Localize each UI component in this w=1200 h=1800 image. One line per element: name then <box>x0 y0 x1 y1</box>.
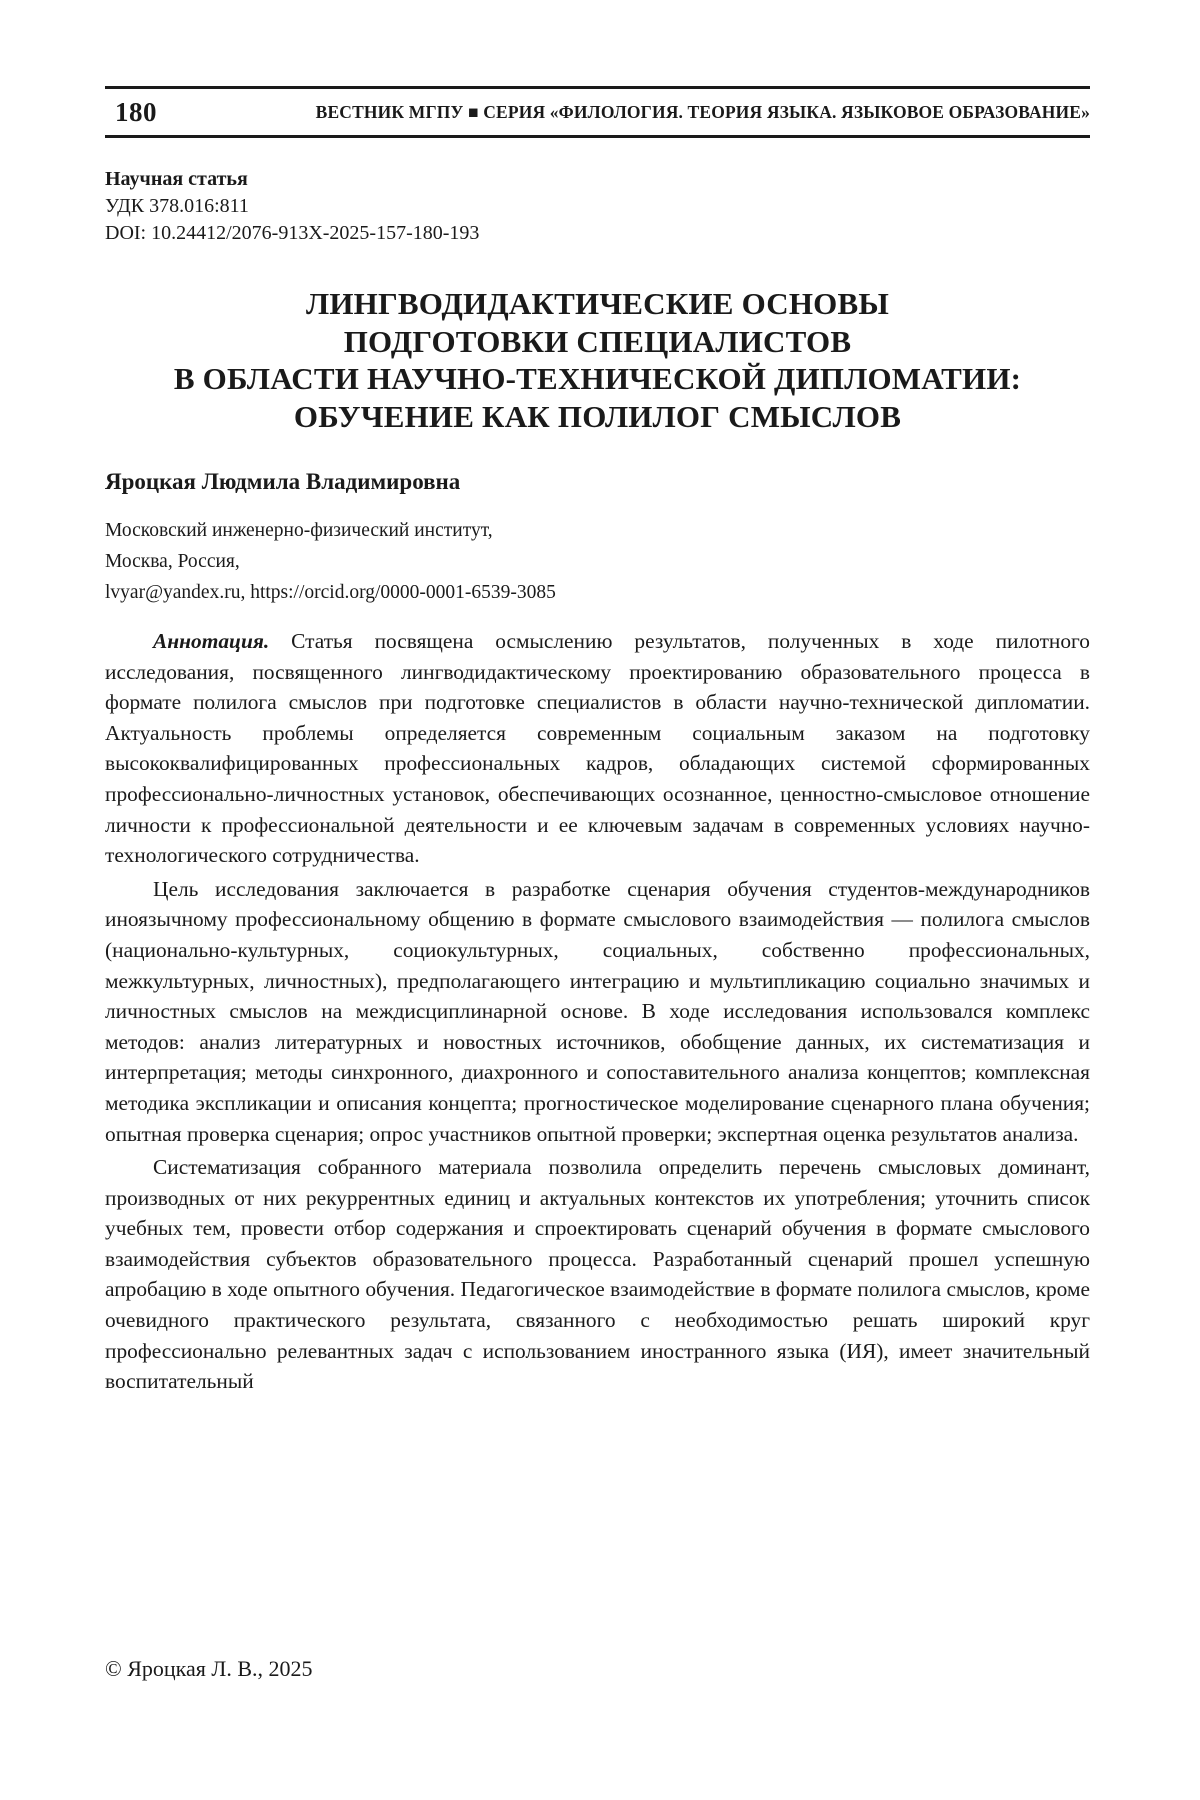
copyright-notice: © Яроцкая Л. В., 2025 <box>105 1656 313 1682</box>
affiliation-institution: Московский инженерно-физический институт, <box>105 515 1090 546</box>
title-line: ЛИНГВОДИДАКТИЧЕСКИЕ ОСНОВЫ <box>105 285 1090 323</box>
title-line: ПОДГОТОВКИ СПЕЦИАЛИСТОВ <box>105 323 1090 361</box>
article-page <box>105 86 1090 1397</box>
title-line: ОБУЧЕНИЕ КАК ПОЛИЛОГ СМЫСЛОВ <box>105 398 1090 436</box>
author-affiliation <box>105 515 1090 608</box>
abstract-label: Аннотация. <box>153 629 269 653</box>
author-contact: lvyar@yandex.ru, https://orcid.org/0000-0001-6539-3085 <box>105 577 1090 608</box>
udc-code: УДК 378.016:811 <box>105 193 1090 220</box>
author-name: Яроцкая Людмила Владимировна <box>105 467 1090 497</box>
affiliation-location: Москва, Россия, <box>105 546 1090 577</box>
article-title <box>105 285 1090 435</box>
abstract-paragraph <box>105 626 1090 871</box>
journal-title: ВЕСТНИК МГПУ ■ СЕРИЯ «ФИЛОЛОГИЯ. ТЕОРИЯ ЯЗЫКА. ЯЗЫКОВОЕ ОБРАЗОВАНИЕ» <box>316 102 1090 123</box>
article-type: Научная статья <box>105 166 1090 193</box>
doi: DOI: 10.24412/2076-913X-2025-157-180-193 <box>105 220 1090 247</box>
abstract-paragraph: Систематизация собранного материала позволила определить перечень смысловых доминант, производных от них рекуррентных единиц и актуальных контекстов их употребления; уточнить список учебных тем, провести отбор содержания и спроектировать сценарий обучения в формате смыслового взаимодействия субъектов образовательного процесса. Разработанный сценарий прошел успешную апробацию в ходе опытного обучения. Педагогическое взаимодействие в формате полилога смыслов, кроме очевидного практического результата, связанного с необходимостью решать широкий круг профессионально релевантных задач с использованием иностранного языка (ИЯ), имеет значительный воспитательный <box>105 1152 1090 1397</box>
abstract-paragraph-text: Статья посвящена осмыслению результатов, полученных в ходе пилотного исследования, посвященного лингводидактическому проектированию образовательного процесса в формате полилога смыслов при подготовке специалистов в области научно-технической дипломатии. Актуальность проблемы определяется современным социальным заказом на подготовку высококвалифицированных профессиональных кадров, обладающих системой сформированных профессионально-личностных установок, обеспечивающих осознанное, ценностно-смысловое отношение личности к профессиональной деятельности и ее ключевым задачам в современных условиях научно-технологического сотрудничества. <box>105 629 1090 867</box>
page-number: 180 <box>105 97 157 128</box>
title-line: В ОБЛАСТИ НАУЧНО-ТЕХНИЧЕСКОЙ ДИПЛОМАТИИ: <box>105 360 1090 398</box>
article-meta <box>105 166 1090 247</box>
abstract-paragraph: Цель исследования заключается в разработке сценария обучения студентов-международников иноязычному профессиональному общению в формате смыслового взаимодействия — полилога смыслов (национально-культурных, социокультурных, социальных, собственно профессиональных, межкультурных, личностных), предполагающего интеграцию и мультипликацию социально значимых и личностных смыслов на междисциплинарной основе. В ходе исследования использовался комплекс методов: анализ литературных и новостных источников, обобщение данных, их систематизация и интерпретация; методы синхронного, диахронного и сопоставительного анализа концептов; комплексная методика экспликации и описания концепта; прогностическое моделирование сценарного плана обучения; опытная проверка сценария; опрос участников опытной проверки; экспертная оценка результатов анализа. <box>105 874 1090 1149</box>
running-header <box>105 86 1090 138</box>
abstract <box>105 626 1090 1397</box>
